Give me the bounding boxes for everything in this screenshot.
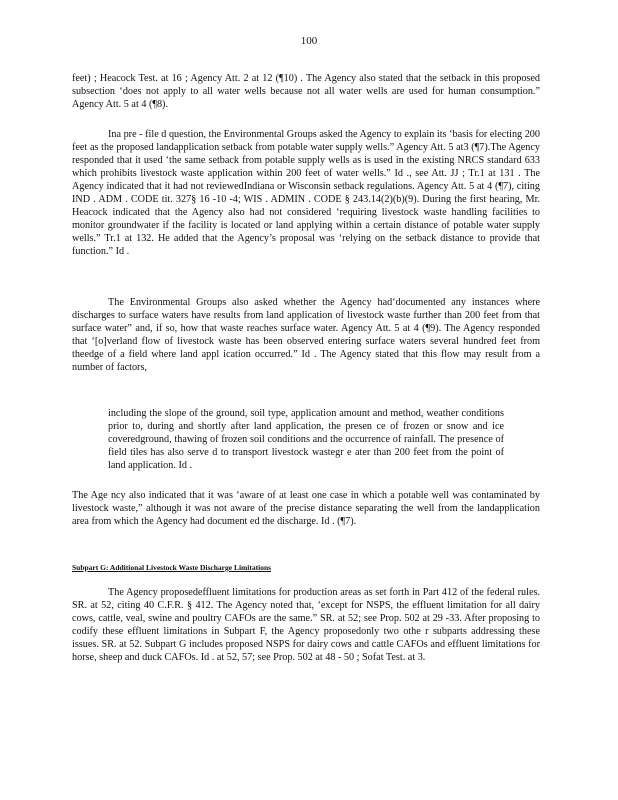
paragraph-setback-wells: feet) ; Heacock Test. at 16 ; Agency Att. 2 at 12 (¶10) . The Agency also stated that the setback in this proposed subsection ‘does not apply to all water wells because not all water wells are used for human consumption.” Agency Att. 5 at 4 (¶8). bbox=[72, 73, 540, 110]
paragraph-basis-200-feet: Ina pre - file d question, the Environmental Groups asked the Agency to explain its ‘basis for electing 200 feet as the proposed landapplication setback from potable water supply wells.” Agency Att. 5 at3 (¶7).The Agency responded that it used ‘the same setback from potable supply wells as is used in the existing NRCS standard 633 which prohibits livestock waste application within 200 feet of water wells.” Id ., see Att. JJ ; Tr.1 at 131 . The Agency indicated that it had not reviewedIndiana or Wisconsin setback regulations. Agency Att. 5 at 4 (¶7), citing IND . ADM . CODE tit. 327§ 16 -10 -4; WIS . ADMIN . CODE § 243.14(2)(b)(9). During the first hearing, Mr. Heacock indicated that the Agency also had not considered ‘requiring livestock waste handling facilities to monitor groundwater if the facility is located or land applying within a certain distance of potable water supply wells.” Tr.1 at 132. He added that the Agency’s proposal was ‘relying on the setback distance to provide that function.” Id . bbox=[72, 129, 540, 257]
block-quote-factors: including the slope of the ground, soil type, application amount and method, weather conditions prior to, during and shortly after land application, the presen ce of frozen or snow and ice coveredground, thawing of frozen soil conditions and the occurrence of rainfall. The presence of field tiles has also serve d to transport livestock wastegr e ater than 200 feet from the point of land application. Id . bbox=[108, 408, 504, 471]
paragraph-contaminated-well: The Age ncy also indicated that it was ‘aware of at least one case in which a potable well was contaminated by livestock waste,” although it was not aware of the precise distance separating the well from the landapplication area from which the Agency had document ed the discharge. Id . (¶7). bbox=[72, 490, 540, 527]
paragraph-effluent-limitations: The Agency proposedeffluent limitations for production areas as set forth in Part 412 of the federal rules. SR. at 52, citing 40 C.F.R. § 412. The Agency noted that, ‘except for NSPS, the effluent limitation for all dairy cows, cattle, veal, swine and poultry CAFOs are the same.” SR. at 52; see Prop. 502 at 29 -33. After proposing to codify these effluent limitations in Subpart F, the Agency proposedonly two othe r subparts addressing these issues. SR. at 52. Subpart G includes proposed NSPS for dairy cows and cattle CAFOs and effluent limitations for horse, sheep and duck CAFOs. Id . at 52, 57; see Prop. 502 at 48 - 50 ; Sofat Test. at 3. bbox=[72, 587, 540, 663]
paragraph-surface-water-discharges: The Environmental Groups also asked whether the Agency had‘documented any instances where discharges to surface waters have results from land application of livestock waste further than 200 feet from that surface water” and, if so, how that waste reaches surface water. Agency Att. 5 at 4 (¶9). The Agency responded that ‘[o]verland flow of livestock waste has been observed entering surface waters several hundred feet from theedge of a field where land appl ication occurred.” Id . The Agency stated that this flow may result from a number of factors, bbox=[72, 297, 540, 373]
section-heading-subpart-g: Subpart G: Additional Livestock Waste Discharge Limitations bbox=[72, 563, 272, 572]
page-number: 100 bbox=[300, 35, 318, 47]
